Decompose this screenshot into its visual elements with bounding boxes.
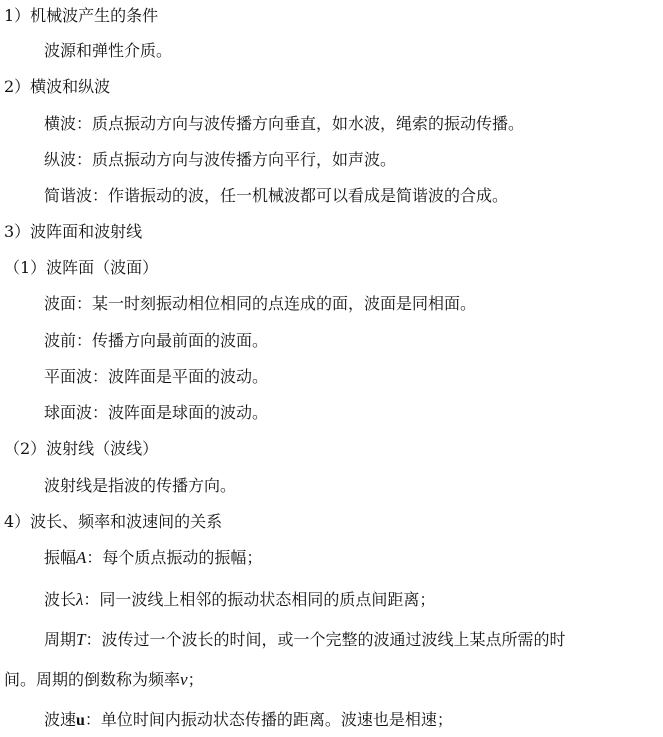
- period-label: 周期: [44, 630, 77, 649]
- amplitude-symbol: A: [76, 548, 87, 567]
- subheading-wavefront: （1）波阵面（波面）: [4, 258, 159, 277]
- period-cont-text: 间。周期的倒数称为频率: [4, 670, 181, 689]
- paragraph-simple-harmonic: 简谐波：作谐振动的波，任一机械波都可以看成是简谐波的合成。: [44, 186, 509, 205]
- paragraph-wave-ray: 波射线是指波的传播方向。: [44, 476, 237, 495]
- wave-speed-label: 波速: [44, 710, 77, 729]
- paragraph-spherical-wave: 球面波：波阵面是球面的波动。: [44, 403, 269, 422]
- paragraph-conditions: 波源和弹性介质。: [44, 41, 173, 60]
- paragraph-period-continued: [4, 670, 204, 690]
- wavelength-symbol: λ: [76, 590, 84, 609]
- wavelength-desc: ：同一波线上相邻的振动状态相同的质点间距离；: [83, 590, 436, 609]
- paragraph-transverse: 横波：质点振动方向与波传播方向垂直，如水波，绳索的振动传播。: [44, 114, 525, 133]
- heading-wave-conditions: 1）机械波产生的条件: [4, 6, 159, 25]
- subheading-wave-ray: （2）波射线（波线）: [4, 439, 159, 458]
- frequency-symbol: ν: [180, 670, 188, 689]
- amplitude-desc: ：每个质点振动的振幅；: [86, 548, 263, 567]
- paragraph-longitudinal: 纵波：质点振动方向与波传播方向平行，如声波。: [44, 150, 397, 169]
- heading-wavelength-frequency-speed: 4）波长、频率和波速间的关系: [4, 512, 223, 531]
- paragraph-wave-speed: [44, 710, 453, 731]
- wavelength-label: 波长: [44, 590, 77, 609]
- period-symbol: T: [76, 630, 86, 649]
- period-cont-end: ；: [187, 670, 204, 689]
- paragraph-amplitude: [44, 548, 262, 568]
- amplitude-label: 振幅: [44, 548, 77, 567]
- heading-transverse-longitudinal: 2）横波和纵波: [4, 77, 111, 96]
- heading-wavefront-ray: 3）波阵面和波射线: [4, 222, 143, 241]
- paragraph-wave-surface: 波面：某一时刻振动相位相同的点连成的面，波面是同相面。: [44, 294, 477, 313]
- paragraph-plane-wave: 平面波：波阵面是平面的波动。: [44, 367, 269, 386]
- wave-speed-symbol: u: [76, 712, 85, 729]
- period-desc: ：波传过一个波长的时间，或一个完整的波通过波线上某点所需的时: [85, 630, 566, 649]
- wave-speed-desc: ：单位时间内振动状态传播的距离。波速也是相速；: [84, 710, 453, 729]
- paragraph-wavelength: [44, 590, 435, 610]
- paragraph-wave-front: 波前：传播方向最前面的波面。: [44, 331, 269, 350]
- paragraph-period: [44, 630, 566, 650]
